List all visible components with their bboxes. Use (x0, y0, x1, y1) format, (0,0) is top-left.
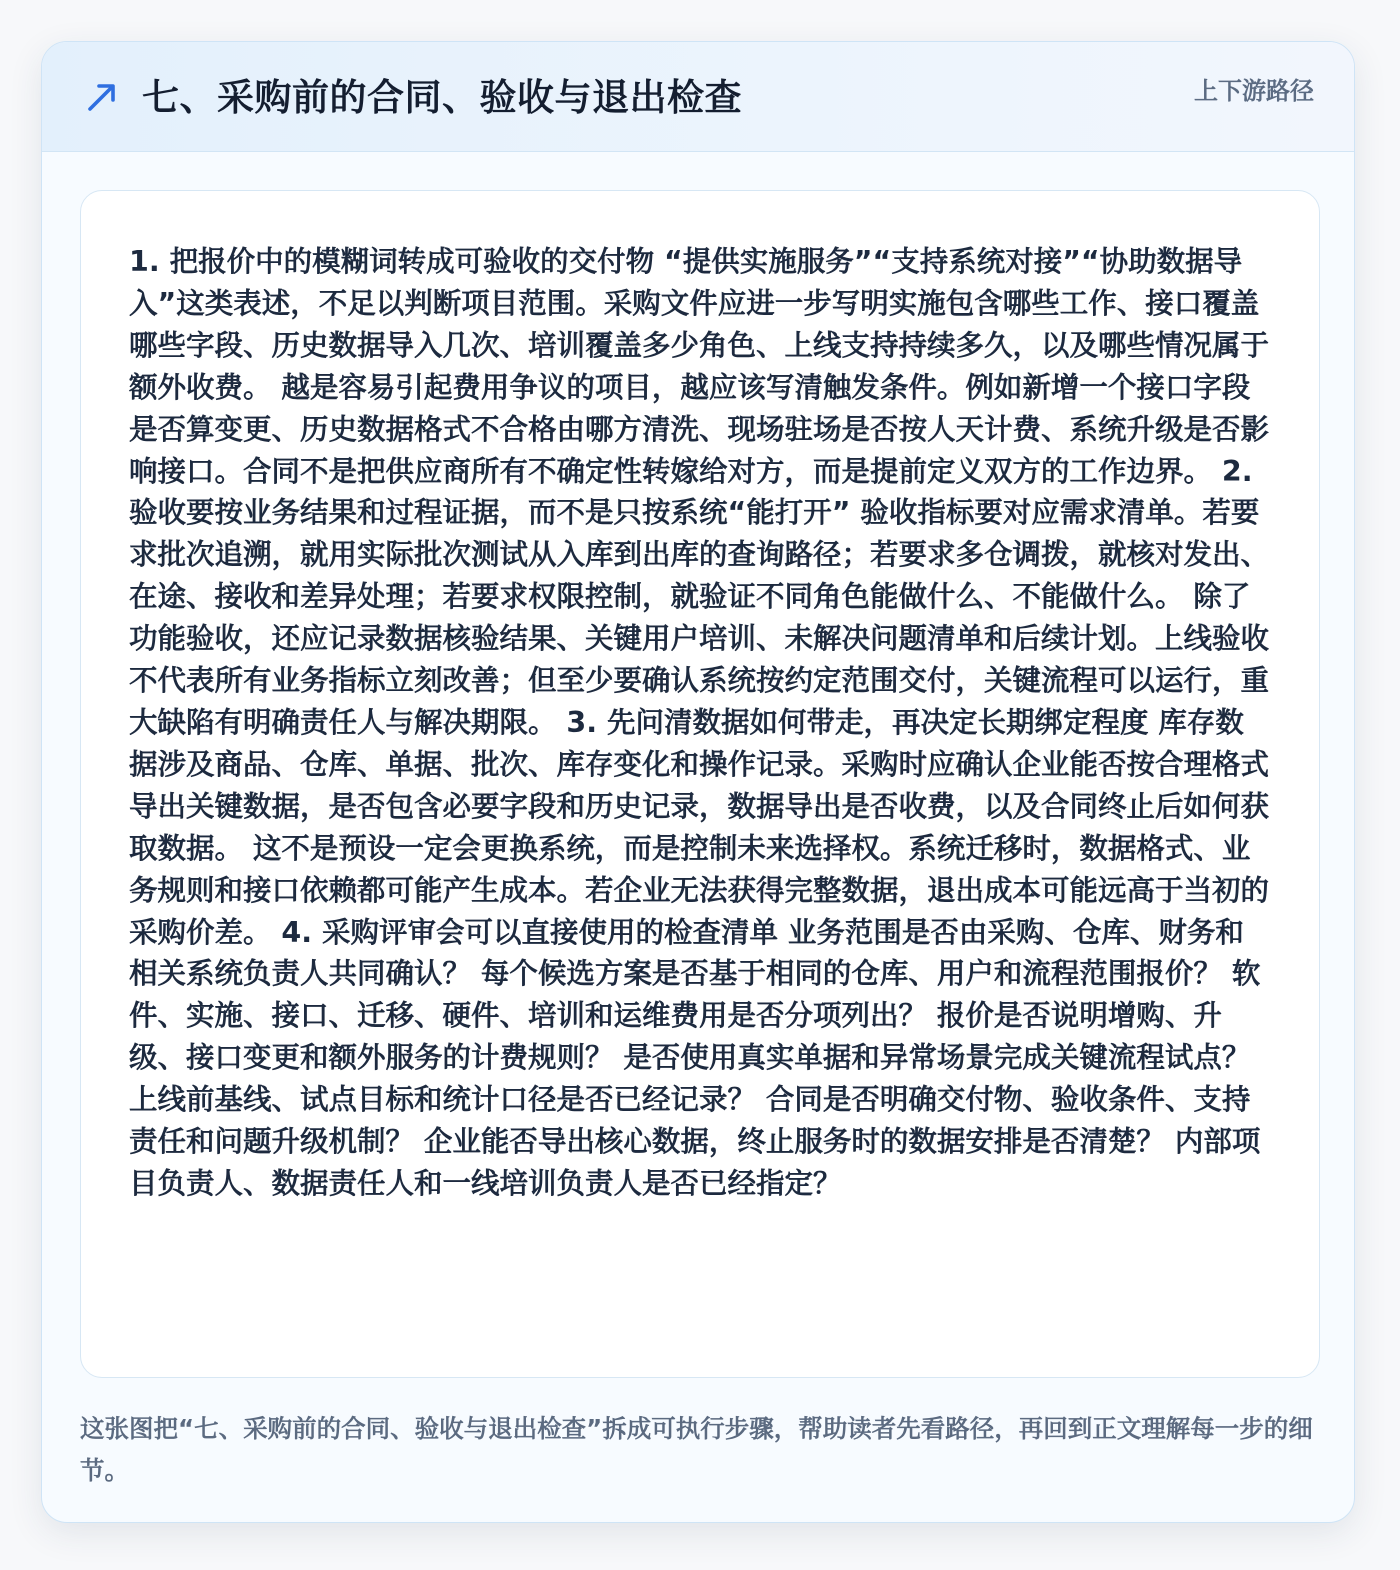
content-panel (80, 190, 1320, 1378)
trend-arrow-icon (86, 76, 118, 116)
section-tag: 上下游路径 (1194, 77, 1314, 105)
figure-caption: 这张图把“七、采购前的合同、验收与退出检查”拆成可执行步骤，帮助读者先看路径，再回到正文理解每一步的细节。 (80, 1414, 1313, 1485)
card-header (42, 42, 1354, 152)
figure-card (41, 41, 1355, 1523)
body-text: 1. 把报价中的模糊词转成可验收的交付物 “提供实施服务”“支持系统对接”“协助数据导入”这类表述，不足以判断项目范围。采购文件应进一步写明实施包含哪些工作、接口覆盖哪些字段、历史数据导入几次、培训覆盖多少角色、上线支持持续多久，以及哪些情况属于额外收费。 越是容易引起费用争议的项目，越应该写清触发条件。例如新增一个接口字段是否算变更、历史数据格式不合格由哪方清洗、现场驻场是否按人天计费、系统升级是否影响接口。合同不是把供应商所有不确定性转嫁给对方，而是提前定义双方的工作边界。 2. 验收要按业务结果和过程证据，而不是只按系统“能打开” 验收指标要对应需求清单。若要求批次追溯，就用实际批次测试从入库到出库的查询路径；若要求多仓调拨，就核对发出、在途、接收和差异处理；若要求权限控制，就验证不同角色能做什么、不能做什么。 除了功能验收，还应记录数据核验结果、关键用户培训、未解决问题清单和后续计划。上线验收不代表所有业务指标立刻改善；但至少要确认系统按约定范围交付，关键流程可以运行，重大缺陷有明确责任人与解决期限。 3. 先问清数据如何带走，再决定长期绑定程度 库存数据涉及商品、仓库、单据、批次、库存变化和操作记录。采购时应确认企业能否按合理格式导出关键数据，是否包含必要字段和历史记录，数据导出是否收费，以及合同终止后如何获取数据。 这不是预设一定会更换系统，而是控制未来选择权。系统迁移时，数据格式、业务规则和接口依赖都可能产生成本。若企业无法获得完整数据，退出成本可能远高于当初的采购价差。 4. 采购评审会可以直接使用的检查清单 业务范围是否由采购、仓库、财务和相关系统负责人共同确认？ 每个候选方案是否基于相同的仓库、用户和流程范围报价？ 软件、实施、接口、迁移、硬件、培训和运维费用是否分项列出？ 报价是否说明增购、升级、接口变更和额外服务的计费规则？ 是否使用真实单据和异常场景完成关键流程试点？ 上线前基线、试点目标和统计口径是否已经记录？ 合同是否明确交付物、验收条件、支持责任和问题升级机制？ 企业能否导出核心数据，终止服务时的数据安排是否清楚？ 内部项目负责人、数据责任人和一线培训负责人是否已经指定？ (129, 245, 1270, 1200)
section-title: 七、采购前的合同、验收与退出检查 (142, 76, 742, 119)
